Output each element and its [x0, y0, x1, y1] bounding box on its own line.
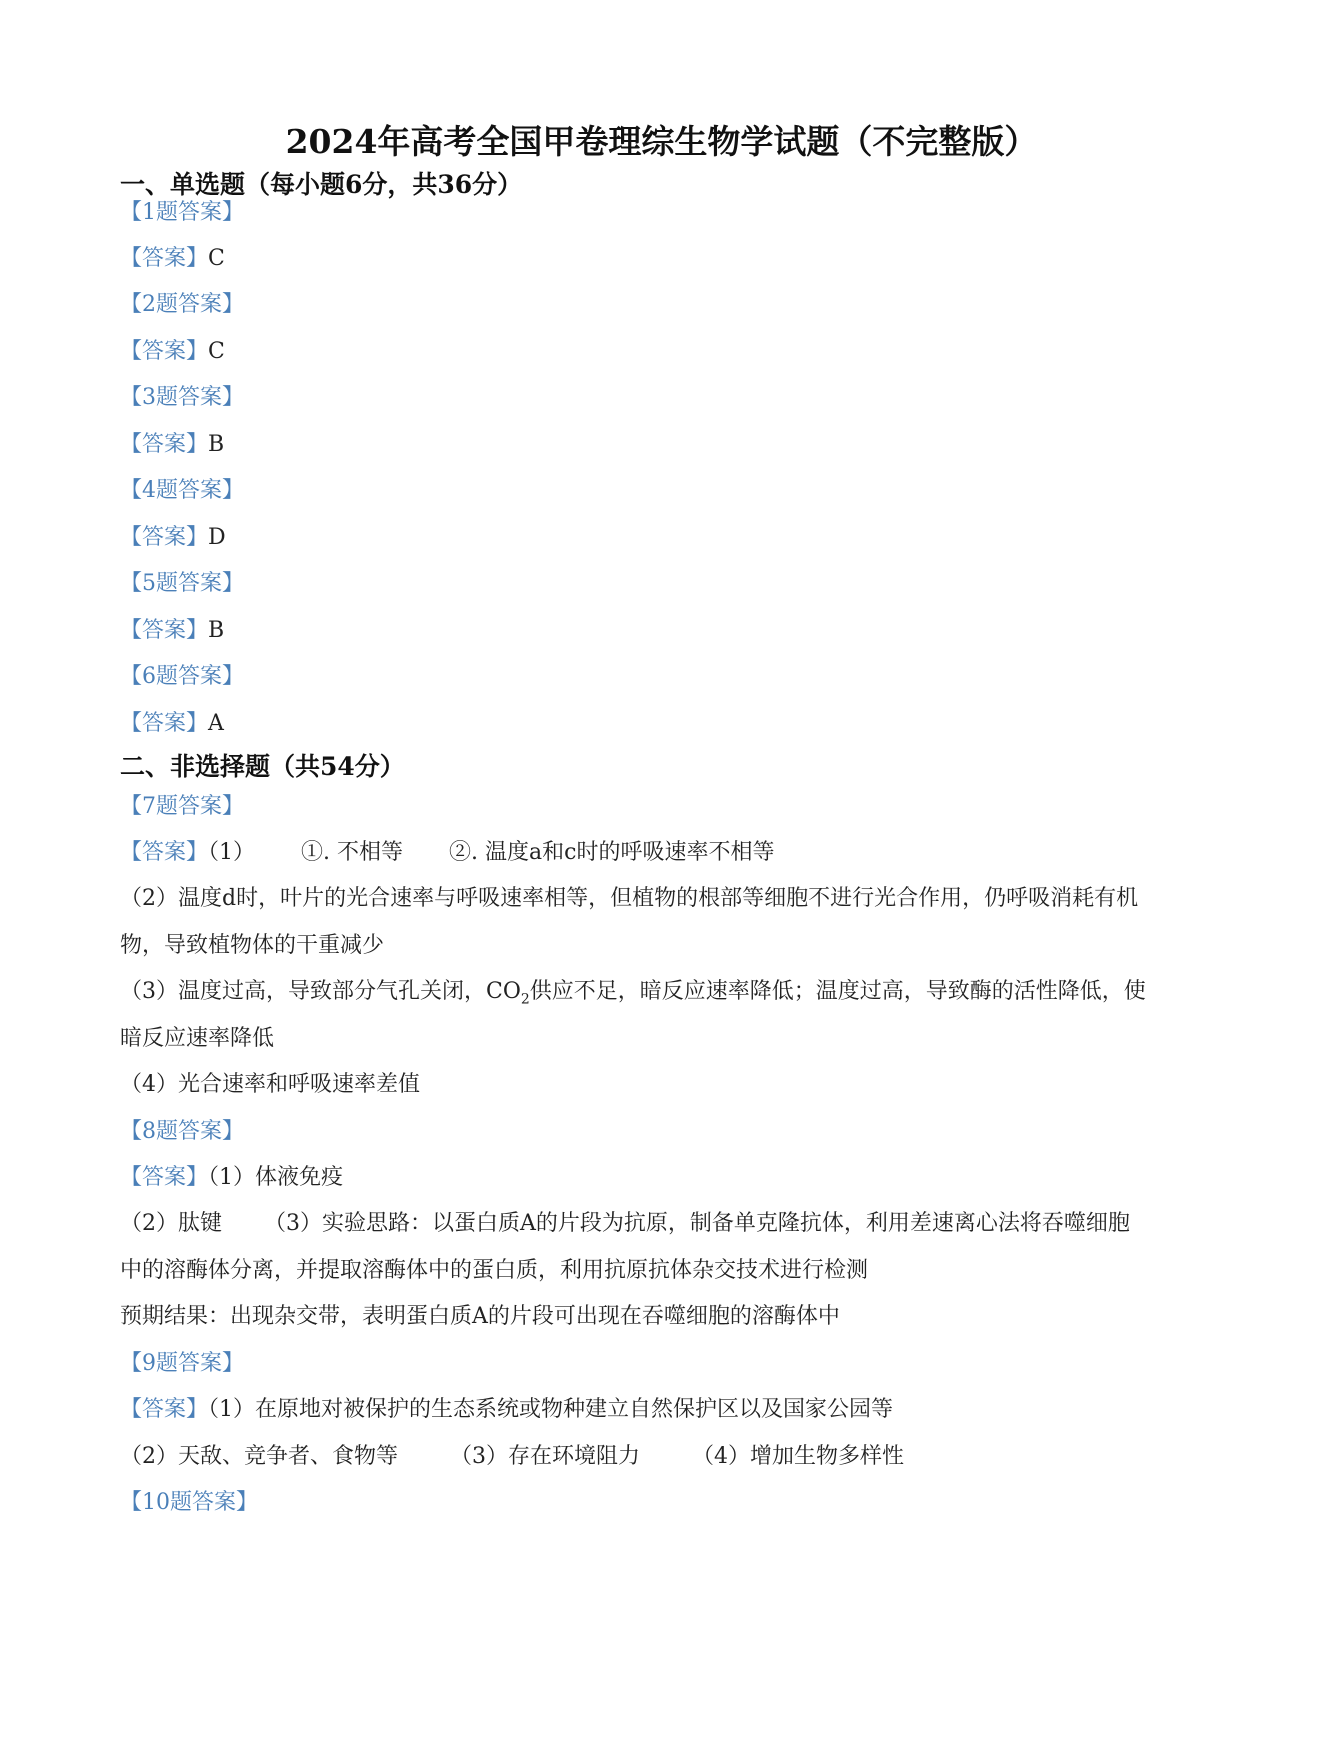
q8-part2: （2）肽键	[120, 1211, 222, 1236]
q7-part1-number: （1）	[208, 840, 256, 865]
q9-part4: （4）增加生物多样性	[692, 1444, 904, 1469]
q7-part2-line2: 物，导致植物体的干重减少	[120, 933, 385, 958]
answer-line-2	[120, 337, 225, 367]
q8-answer-line-1	[120, 1163, 343, 1193]
q7-part3-line2: 暗反应速率降低	[120, 1026, 275, 1051]
q7-answer-line-1	[120, 838, 774, 868]
answer-tag: 【答案】	[120, 432, 209, 457]
answer-tag: 【答案】	[120, 246, 209, 271]
answer-line-1	[120, 244, 225, 274]
section-heading-single-choice: 一、单选题（每小题6分，共36分）	[120, 170, 523, 199]
answer-tag: 【答案】	[120, 840, 209, 865]
q8-part3-line1: （3）实验思路：以蛋白质A的片段为抗原，制备单克隆抗体，利用差速离心法将吞噬细胞	[264, 1211, 1130, 1236]
q7-part3-line1	[120, 977, 1146, 1014]
answer-line-6	[120, 709, 224, 739]
answer-tag: 【答案】	[120, 339, 209, 364]
answer-tag: 【答案】	[120, 1397, 209, 1422]
q9-answer-line-1	[120, 1395, 893, 1425]
question-label-10: 【10题答案】	[120, 1490, 258, 1515]
question-label-3: 【3题答案】	[120, 385, 244, 410]
q8-part1: （1）体液免疫	[208, 1165, 344, 1190]
answer-value: B	[208, 618, 225, 643]
question-label-9: 【9题答案】	[120, 1351, 244, 1376]
q7-part3-text-b: 供应不足，暗反应速率降低；温度过高，导致酶的活性降低，使	[529, 979, 1146, 1004]
co2-subscript: 2	[520, 991, 530, 1008]
answer-value: C	[208, 339, 225, 364]
answer-value: B	[208, 432, 225, 457]
answer-line-5	[120, 616, 224, 646]
q8-part3-line3: 预期结果：出现杂交带，表明蛋白质A的片段可出现在吞噬细胞的溶酶体中	[120, 1304, 840, 1329]
question-label-6: 【6题答案】	[120, 664, 244, 689]
answer-tag: 【答案】	[120, 711, 209, 736]
answer-tag: 【答案】	[120, 1165, 209, 1190]
question-label-4: 【4题答案】	[120, 478, 244, 503]
answer-tag: 【答案】	[120, 525, 209, 550]
q7-part1-a: ①. 不相等	[301, 840, 404, 865]
q9-part1: （1）在原地对被保护的生态系统或物种建立自然保护区以及国家公园等	[208, 1397, 894, 1422]
answer-value: C	[208, 246, 225, 271]
q7-part4: （4）光合速率和呼吸速率差值	[120, 1072, 420, 1097]
q9-part3: （3）存在环境阻力	[450, 1444, 640, 1469]
answer-tag: 【答案】	[120, 618, 209, 643]
q7-part2-line1: （2）温度d时，叶片的光合速率与呼吸速率相等，但植物的根部等细胞不进行光合作用，仍呼吸消耗有机	[120, 886, 1139, 911]
q7-part3-text-a: （3）温度过高，导致部分气孔关闭，CO	[120, 979, 521, 1004]
page-title: 2024年高考全国甲卷理综生物学试题（不完整版）	[285, 122, 1038, 161]
section-heading-non-choice: 二、非选择题（共54分）	[120, 752, 405, 781]
q9-answer-line-2	[120, 1442, 904, 1472]
question-label-1: 【1题答案】	[120, 200, 244, 225]
answer-line-4	[120, 523, 226, 553]
question-label-2: 【2题答案】	[120, 292, 244, 317]
question-label-8: 【8题答案】	[120, 1119, 244, 1144]
question-label-5: 【5题答案】	[120, 571, 244, 596]
q8-part3-line2: 中的溶酶体分离，并提取溶酶体中的蛋白质，利用抗原抗体杂交技术进行检测	[120, 1258, 869, 1283]
q8-answer-line-2	[120, 1209, 1130, 1239]
q7-part1-b: ②. 温度a和c时的呼吸速率不相等	[449, 840, 775, 865]
answer-value: A	[208, 711, 224, 736]
answer-value: D	[208, 525, 226, 550]
answer-line-3	[120, 430, 224, 460]
question-label-7: 【7题答案】	[120, 794, 244, 819]
q9-part2: （2）天敌、竞争者、食物等	[120, 1444, 398, 1469]
